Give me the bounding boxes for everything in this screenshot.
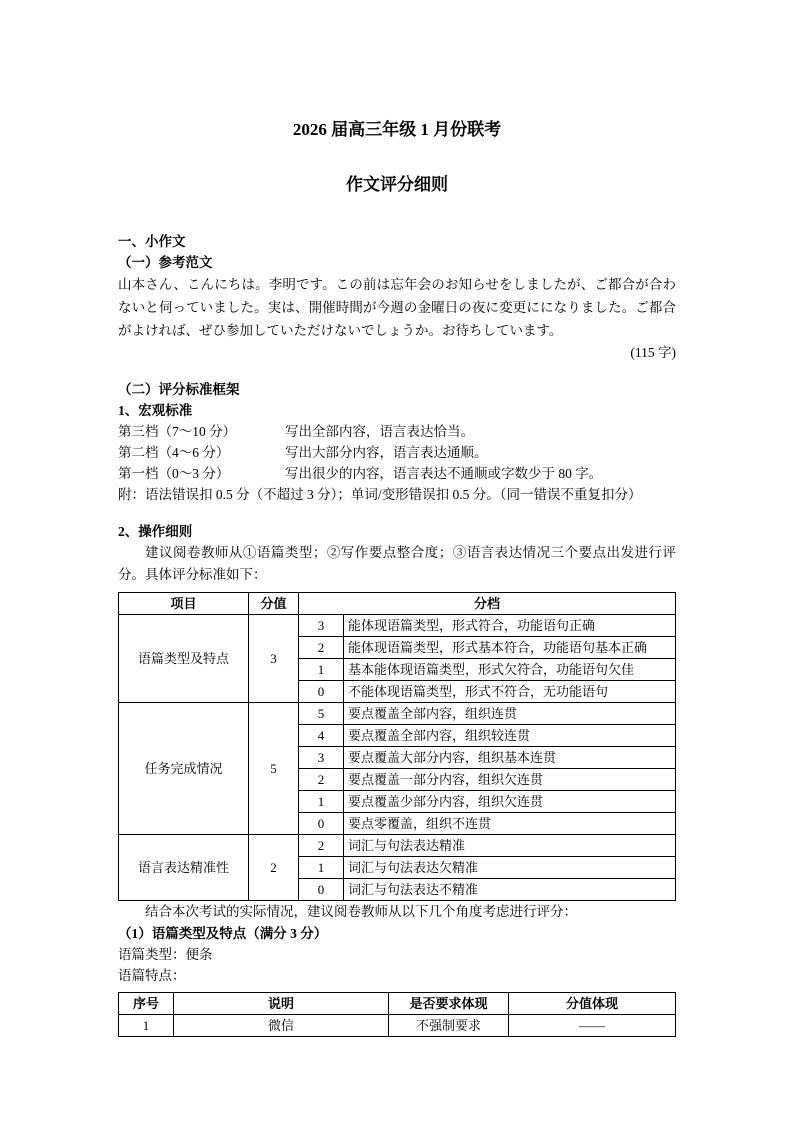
score-cell: 1 [299,857,344,879]
text-feature-line: 语篇特点： [118,968,186,983]
score-cell: 1 [299,659,344,681]
score-cell: 3 [299,615,344,637]
macro-row-band2 [118,442,676,463]
band2-desc: 写出大部分内容，语言表达通顺。 [285,445,488,460]
macro-standard-heading: 1、宏观标准 [118,403,193,418]
after-table-note: 结合本次考试的实际情况，建议阅卷教师从以下几个角度考虑进行评分： [145,904,577,919]
feature-header-points: 分值体现 [509,993,676,1015]
score-cell: 2 [299,637,344,659]
rubric-item-task: 任务完成情况 [119,703,249,835]
feature-header-description: 说明 [174,993,389,1015]
feature-cell-description: 微信 [174,1015,389,1037]
detail-heading: 2、操作细则 [118,524,193,539]
rubric-item-language: 语言表达精准性 [119,835,249,901]
score-cell: 2 [299,769,344,791]
feature-cell-number: 1 [119,1015,174,1037]
band1-label: 第一档（0～3 分） [118,466,230,481]
band3-desc: 写出全部内容，语言表达恰当。 [285,424,474,439]
desc-cell: 要点覆盖一部分内容，组织欠连贯 [344,769,676,791]
detail-intro: 建议阅卷教师从①语篇类型；②写作要点整合度；③语言表达情况三个要点出发进行评分。具体评分标准如下： [118,545,676,582]
desc-cell: 基本能体现语篇类型，形式欠符合，功能语句欠佳 [344,659,676,681]
desc-cell: 要点覆盖全部内容，组织较连贯 [344,725,676,747]
feature-cell-required: 不强制要求 [389,1015,509,1037]
desc-cell: 能体现语篇类型，形式基本符合，功能语句基本正确 [344,637,676,659]
band1-desc: 写出很少的内容，语言表达不通顺或字数少于 80 字。 [285,466,603,481]
band3-label: 第三档（7～10 分） [118,424,237,439]
document-subtitle: 作文评分细则 [346,175,448,194]
feature-cell-points: —— [509,1015,676,1037]
desc-cell: 不能体现语篇类型，形式不符合，无功能语句 [344,681,676,703]
feature-table [118,992,676,1037]
desc-cell: 词汇与句法表达欠精准 [344,857,676,879]
rubric-points-type: 3 [249,615,299,703]
rubric-header-item: 项目 [119,593,249,615]
sample-essay-heading: （一）参考范文 [118,255,213,270]
desc-cell: 词汇与句法表达精准 [344,835,676,857]
macro-note: 附：语法错误扣 0.5 分（不超过 3 分）；单词/变形错误扣 0.5 分。（同一错误不重复扣分） [118,487,642,502]
table-row [119,703,676,725]
macro-row-band3 [118,421,676,442]
sample-essay-text: 山本さん、こんにちは。李明です。この前は忘年会のお知らせをしましたが、ご都合が合わないと伺っていました。実は、開催時間が今週の金曜日の夜に変更にになりました。ご都合がよければ、ぜひ参加していただけないでしょうか。お待ちしています。 [118,277,676,338]
feature-header-required: 是否要求体现 [389,993,509,1015]
desc-cell: 要点覆盖少部分内容，组织欠连贯 [344,791,676,813]
desc-cell: 要点零覆盖，组织不连贯 [344,813,676,835]
text-type-line: 语篇类型：便条 [118,947,213,962]
rubric-header-points: 分值 [249,593,299,615]
framework-heading: （二）评分标准框架 [118,382,240,397]
macro-row-band1 [118,463,676,484]
score-cell: 2 [299,835,344,857]
word-count: (115 字) [630,345,676,360]
desc-cell: 词汇与句法表达不精准 [344,879,676,901]
rubric-table [118,592,676,901]
rubric-points-task: 5 [249,703,299,835]
rubric-header-row [119,593,676,615]
table-row [119,835,676,857]
table-row [119,1015,676,1037]
feature-header-row [119,993,676,1015]
rubric-header-bands: 分档 [299,593,676,615]
score-cell: 0 [299,813,344,835]
rubric-points-language: 2 [249,835,299,901]
score-cell: 0 [299,681,344,703]
table-row [119,615,676,637]
desc-cell: 要点覆盖大部分内容，组织基本连贯 [344,747,676,769]
score-cell: 0 [299,879,344,901]
score-cell: 1 [299,791,344,813]
desc-cell: 要点覆盖全部内容，组织连贯 [344,703,676,725]
score-cell: 5 [299,703,344,725]
band2-label: 第二档（4～6 分） [118,445,230,460]
rubric-item-type: 语篇类型及特点 [119,615,249,703]
document-title: 2026 届高三年级 1 月份联考 [292,120,502,139]
desc-cell: 能体现语篇类型，形式符合，功能语句正确 [344,615,676,637]
feature-header-number: 序号 [119,993,174,1015]
section-heading-small-essay: 一、小作文 [118,234,186,249]
point1-heading: （1）语篇类型及特点（满分 3 分） [118,926,328,941]
score-cell: 4 [299,725,344,747]
score-cell: 3 [299,747,344,769]
